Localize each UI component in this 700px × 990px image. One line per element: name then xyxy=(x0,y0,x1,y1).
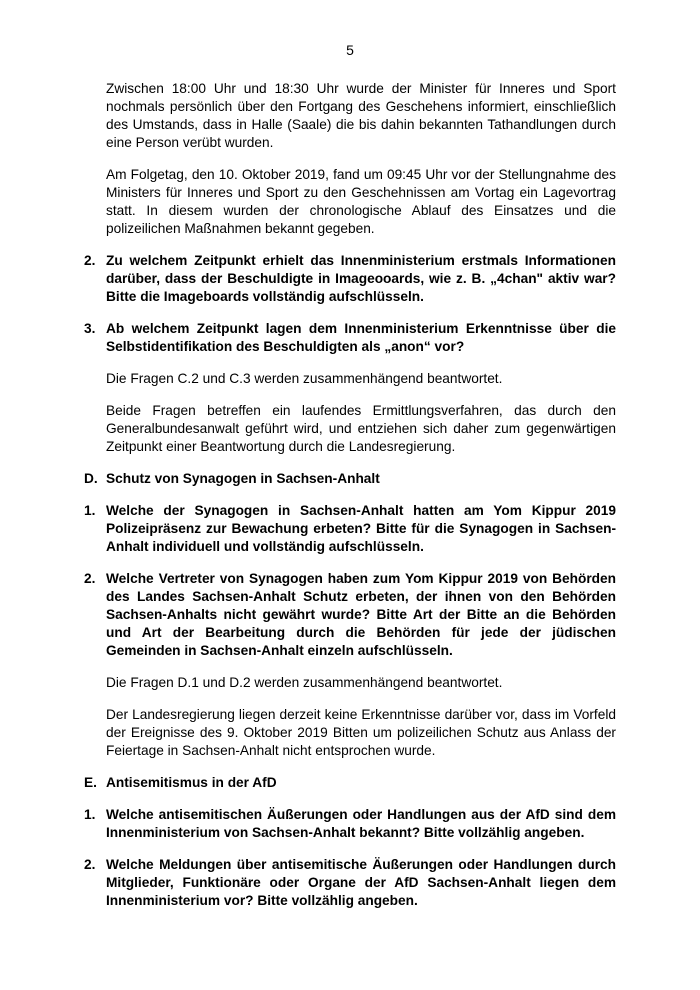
question-number: 1. xyxy=(84,807,96,822)
section-letter: E. xyxy=(84,775,97,790)
section-letter: D. xyxy=(84,471,98,486)
question-number: 2. xyxy=(84,571,96,586)
question-text: Zu welchem Zeitpunkt erhielt das Innenministerium erstmals Informationen darüber, dass der Beschuldigte in Imageooards, wie z. B. „4chan" aktiv war? Bitte die Imageboards vollständig aufschlüsseln. xyxy=(106,253,616,304)
answer-paragraph: Beide Fragen betreffen ein laufendes Ermittlungsverfahren, das durch den Generalbundesanwalt geführt wird, und entziehen sich daher zum gegenwärtigen Zeitpunkt einer Beantwortung durch die Landesregierung. xyxy=(106,403,616,454)
section-heading xyxy=(84,470,616,488)
question-text: Welche Meldungen über antisemitische Äußerungen oder Handlungen durch Mitglieder, Funktionäre oder Organe der AfD Sachsen-Anhalt liegen dem Innenministerium vor? Bitte vollzählig angeben. xyxy=(106,857,616,908)
question-number: 1. xyxy=(84,503,96,518)
answer-paragraph: Zwischen 18:00 Uhr und 18:30 Uhr wurde der Minister für Inneres und Sport nochmals persönlich über den Fortgang des Geschehens informiert, einschließlich des Umstands, dass in Halle (Saale) die bis dahin bekannten Tathandlungen durch eine Person verübt wurden. xyxy=(106,81,616,150)
question-item xyxy=(84,502,616,556)
question-number: 2. xyxy=(84,253,96,268)
answer-paragraph: Am Folgetag, den 10. Oktober 2019, fand um 09:45 Uhr vor der Stellungnahme des Ministers für Inneres und Sport zu den Geschehnissen am Vortag ein Lagevortrag statt. In diesem wurden der chronologische Ablauf des Einsatzes und die polizeilichen Maßnahmen bekannt gegeben. xyxy=(106,167,616,236)
section-title: Schutz von Synagogen in Sachsen-Anhalt xyxy=(106,471,380,486)
question-number: 3. xyxy=(84,321,96,336)
question-item xyxy=(84,806,616,842)
answer-paragraph: Die Fragen C.2 und C.3 werden zusammenhängend beantwortet. xyxy=(106,371,503,386)
question-item xyxy=(84,570,616,660)
question-text: Welche antisemitischen Äußerungen oder Handlungen aus der AfD sind dem Innenministerium von Sachsen-Anhalt bekannt? Bitte vollzählig angeben. xyxy=(106,807,616,840)
question-item xyxy=(84,856,616,910)
question-text: Welche Vertreter von Synagogen haben zum Yom Kippur 2019 von Behörden des Landes Sachsen-Anhalt Schutz erbeten, der ihnen von den Behörden Sachsen-Anhalts nicht gewährt wurde? Bitte Art der Bitte an die Behörden und Art der Bearbeitung durch die Behörden für jede der jüdischen Gemeinden in Sachsen-Anhalt einzeln aufschlüsseln. xyxy=(106,571,616,658)
question-text: Welche der Synagogen in Sachsen-Anhalt hatten am Yom Kippur 2019 Polizeipräsenz zur Bewachung erbeten? Bitte für die Synagogen in Sachsen-Anhalt individuell und vollständig aufschlüsseln. xyxy=(106,503,616,554)
question-item xyxy=(84,320,616,356)
question-item xyxy=(84,252,616,306)
answer-paragraph: Der Landesregierung liegen derzeit keine Erkenntnisse darüber vor, dass im Vorfeld der Ereignisse des 9. Oktober 2019 Bitten um polizeilichen Schutz aus Anlass der Feiertage in Sachsen-Anhalt nicht entsprochen wurde. xyxy=(106,707,616,758)
answer-paragraph: Die Fragen D.1 und D.2 werden zusammenhängend beantwortet. xyxy=(106,675,503,690)
section-heading xyxy=(84,774,616,792)
question-text: Ab welchem Zeitpunkt lagen dem Innenministerium Erkenntnisse über die Selbstidentifikation des Beschuldigten als „anon“ vor? xyxy=(106,321,616,354)
document-body xyxy=(84,80,616,924)
section-title: Antisemitismus in der AfD xyxy=(106,775,277,790)
question-number: 2. xyxy=(84,857,96,872)
page-number: 5 xyxy=(346,42,354,58)
